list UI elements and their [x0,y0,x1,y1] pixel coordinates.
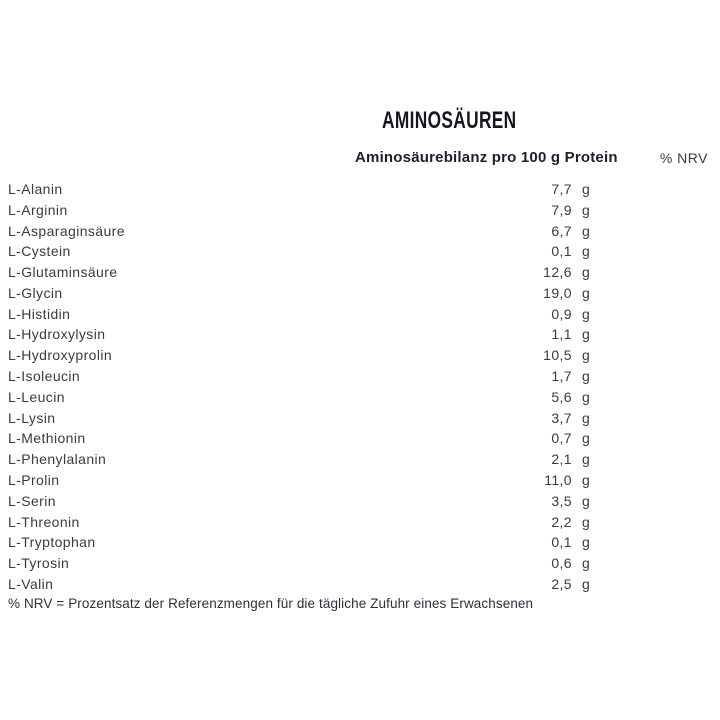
table-row [0,243,720,264]
amino-name: L-Hydroxyprolin [8,347,113,364]
amino-amount: 0,6 [551,555,572,572]
amino-amount: 0,1 [551,243,572,260]
amino-amount: 1,1 [551,326,572,343]
unit-label: g [582,513,590,530]
amino-amount: 0,9 [551,305,572,322]
table-row [0,493,720,514]
amino-name: L-Alanin [8,181,63,197]
unit-label: g [582,451,590,468]
amino-amount: 19,0 [543,284,572,301]
unit-label: g [582,368,590,385]
unit-label: g [582,201,590,218]
amino-amount: 12,6 [543,264,572,281]
amino-amount: 5,6 [551,388,572,405]
table-row [0,472,720,493]
table-row [0,326,720,347]
amino-name: L-Phenylalanin [8,451,107,468]
unit-label: g [582,284,590,301]
unit-label: g [582,471,590,488]
table-row [0,285,720,306]
table-row [0,534,720,555]
amino-amount: 2,1 [551,451,572,468]
unit-label: g [582,243,590,260]
amino-amount: 1,7 [551,368,572,385]
table-row [0,368,720,389]
unit-label: g [582,388,590,405]
amino-name: L-Prolin [8,471,60,488]
amino-name: L-Asparaginsäure [8,222,125,239]
table-row [0,306,720,327]
amino-name: L-Hydroxylysin [8,326,106,343]
table-row [0,181,720,202]
unit-label: g [582,326,590,343]
amino-table [0,181,720,597]
amino-amount: 7,7 [551,181,572,197]
amino-name: L-Leucin [8,388,65,405]
unit-label: g [582,347,590,364]
amino-name: L-Threonin [8,513,80,530]
table-row [0,451,720,472]
table-row [0,202,720,223]
unit-label: g [582,409,590,426]
amino-amount: 3,7 [551,409,572,426]
nrv-column-header: % NRV [659,150,708,166]
page-title: AMINOSÄUREN [382,107,517,134]
amino-amount: 0,1 [551,534,572,551]
unit-label: g [582,181,590,197]
table-header: Aminosäurebilanz pro 100 g Protein [355,149,618,166]
amino-name: L-Isoleucin [8,368,81,385]
amino-name: L-Glycin [8,284,63,301]
table-row [0,514,720,535]
amino-amount: 7,9 [551,201,572,218]
amino-name: L-Tyrosin [8,555,70,572]
amino-amount: 6,7 [551,222,572,239]
unit-label: g [582,492,590,509]
amino-name: L-Lysin [8,409,56,426]
table-row [0,347,720,368]
unit-label: g [582,430,590,447]
table-row [0,576,720,597]
table-row [0,430,720,451]
amino-name: L-Tryptophan [8,534,96,551]
unit-label: g [582,305,590,322]
amino-amount: 0,7 [551,430,572,447]
amino-amount: 3,5 [551,492,572,509]
amino-amount: 2,2 [551,513,572,530]
amino-name: L-Methionin [8,430,86,447]
table-row [0,389,720,410]
amino-name: L-Histidin [8,305,71,322]
table-row [0,264,720,285]
amino-name: L-Serin [8,492,56,509]
unit-label: g [582,264,590,281]
amino-amount: 2,5 [551,575,572,592]
unit-label: g [582,575,590,592]
unit-label: g [582,555,590,572]
amino-name: L-Arginin [8,201,68,218]
table-row [0,410,720,431]
table-row [0,223,720,244]
unit-label: g [582,534,590,551]
nrv-footnote: % NRV = Prozentsatz der Referenzmengen für die tägliche Zufuhr eines Erwachsenen [8,596,534,611]
amino-name: L-Valin [8,575,54,592]
unit-label: g [582,222,590,239]
amino-name: L-Cystein [8,243,71,260]
amino-name: L-Glutaminsäure [8,264,118,281]
amino-amount: 10,5 [543,347,572,364]
table-row [0,555,720,576]
amino-amount: 11,0 [544,471,572,488]
